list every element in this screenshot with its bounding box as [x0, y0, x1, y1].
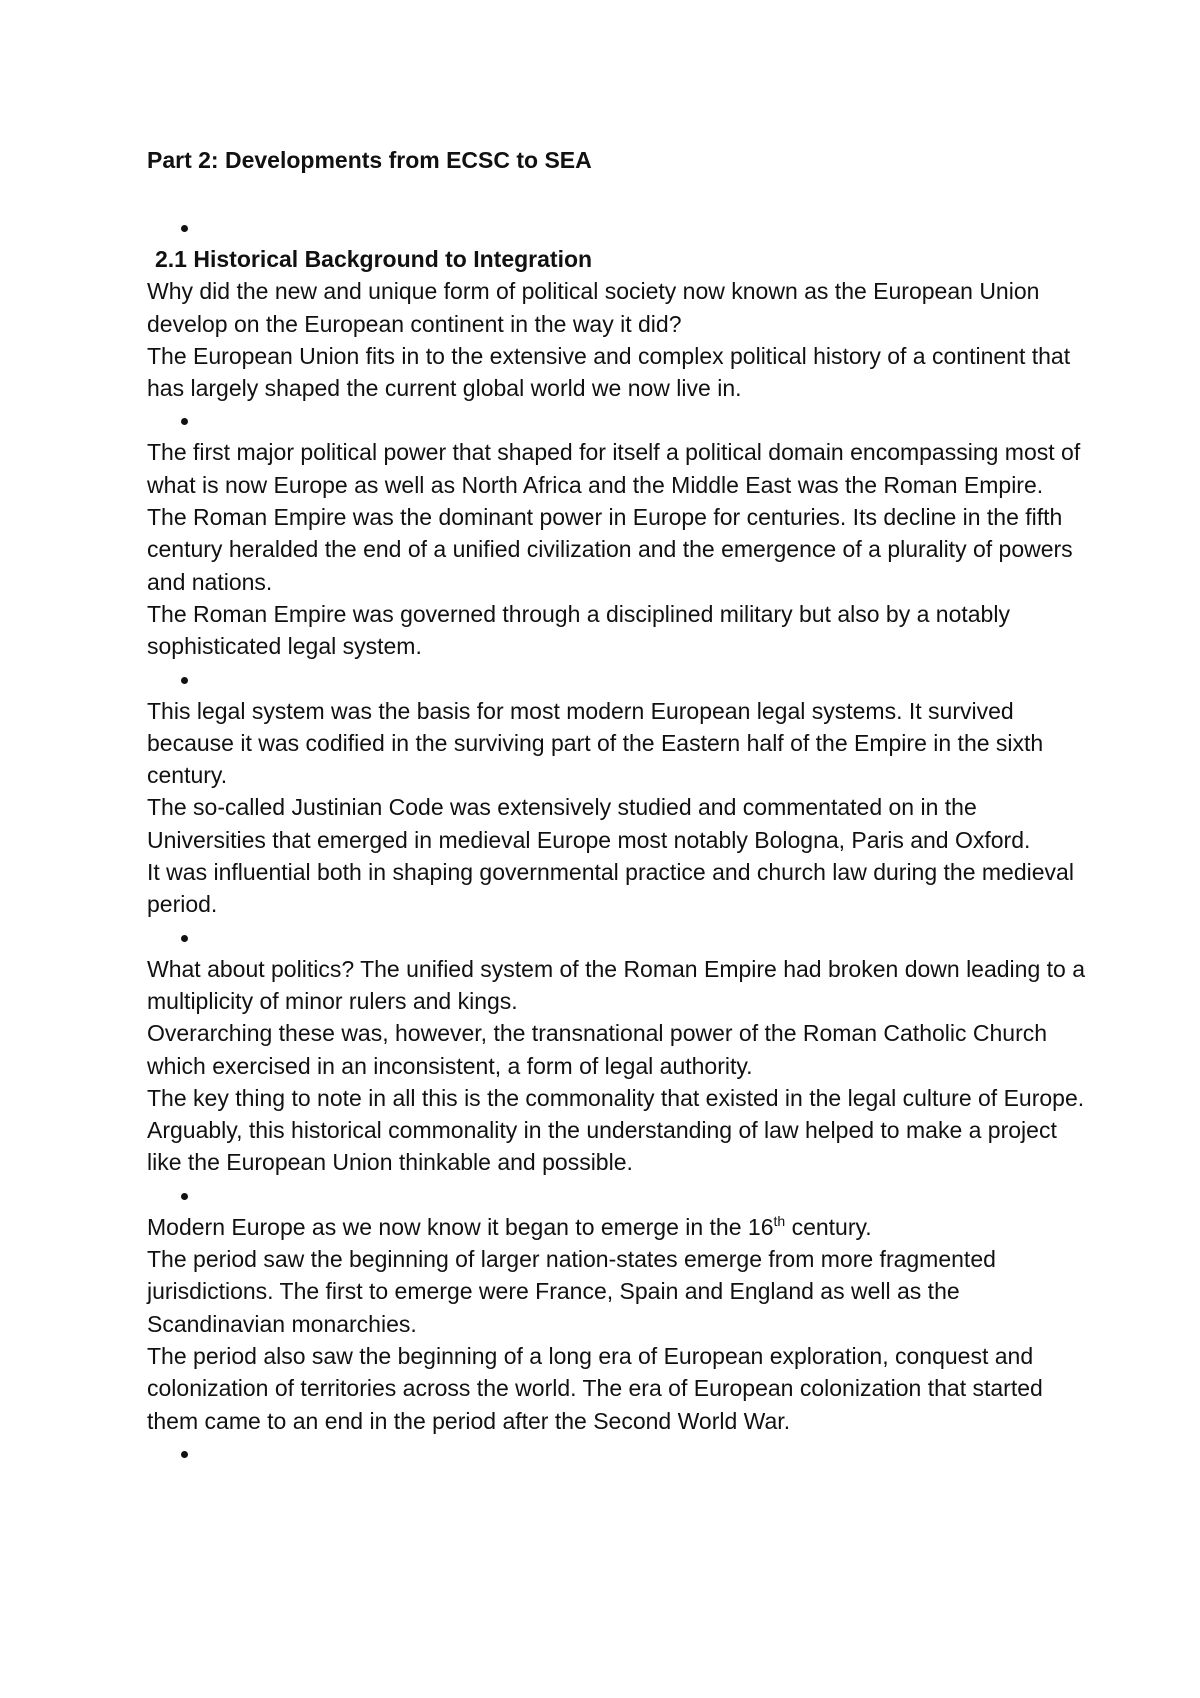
bullet-dot-icon	[181, 1193, 188, 1200]
paragraph: The Roman Empire was governed through a disciplined military but also by a notably sophisticated legal system.	[147, 600, 1010, 660]
bullet-marker	[147, 1437, 1087, 1469]
paragraph: The Roman Empire was the dominant power in Europe for centuries. Its decline in the fifth century heralded the end of a unified civilization and the emergence of a plurality of powers and nations.	[147, 504, 1073, 595]
paragraph: It was influential both in shaping governmental practice and church law during the medieval period.	[147, 859, 1074, 918]
bullet-dot-icon	[181, 677, 188, 684]
paragraph: The period saw the beginning of larger nation-states emerge from more fragmented jurisdictions. The first to emerge were France, Spain and England as well as the Scandinavian monarchies.	[147, 1246, 996, 1337]
ordinal-suffix: th	[773, 1212, 786, 1229]
bullet-dot-icon	[181, 935, 188, 942]
document-page	[147, 140, 1087, 1469]
bullet-marker	[147, 211, 1087, 243]
bullet-marker	[147, 1179, 1087, 1211]
paragraph: What about politics? The unified system of the Roman Empire had broken down leading to a multiplicity of minor rulers and kings.	[147, 955, 1086, 1014]
paragraph-tail: century.	[785, 1213, 872, 1240]
paragraph: The so-called Justinian Code was extensively studied and commentated on in the Universities that emerged in medieval Europe most notably Bologna, Paris and Oxford.	[147, 794, 1031, 853]
bullet-dot-icon	[181, 418, 188, 425]
paragraph: The first major political power that shaped for itself a political domain encompassing most of what is now Europe as well as North Africa and the Middle East was the Roman Empire.	[147, 439, 1081, 498]
paragraph-modern-europe	[147, 1211, 1087, 1243]
bullet-dot-icon	[181, 1451, 188, 1458]
bullet-marker	[147, 921, 1087, 953]
paragraph: This legal system was the basis for most modern European legal systems. It survived because it was codified in the surviving part of the Eastern half of the Empire in the sixth century.	[147, 697, 1044, 789]
document-title: Part 2: Developments from ECSC to SEA	[147, 147, 592, 173]
paragraph: The European Union fits in to the extensive and complex political history of a continent that has largely shaped the current global world we now live in.	[147, 342, 1071, 402]
paragraph: Why did the new and unique form of political society now known as the European Union develop on the European continent in the way it did?	[147, 278, 1040, 337]
paragraph: Overarching these was, however, the transnational power of the Roman Catholic Church which exercised in an inconsistent, a form of legal authority.	[147, 1020, 1048, 1079]
bullet-marker	[147, 663, 1087, 695]
paragraph-lead: Modern Europe as we now know it began to emerge in the 16	[147, 1213, 774, 1240]
bullet-dot-icon	[181, 225, 188, 232]
bullet-marker	[147, 404, 1087, 436]
paragraph: The period also saw the beginning of a long era of European exploration, conquest and colonization of territories across the world. The era of European colonization that started them came to an end in the period after the Second World War.	[147, 1342, 1043, 1434]
paragraph: The key thing to note in all this is the commonality that existed in the legal culture of Europe. Arguably, this historical commonality in the understanding of law helped to make a project like the European Union thinkable and possible.	[147, 1084, 1085, 1176]
section-heading: 2.1 Historical Background to Integration	[155, 246, 593, 272]
